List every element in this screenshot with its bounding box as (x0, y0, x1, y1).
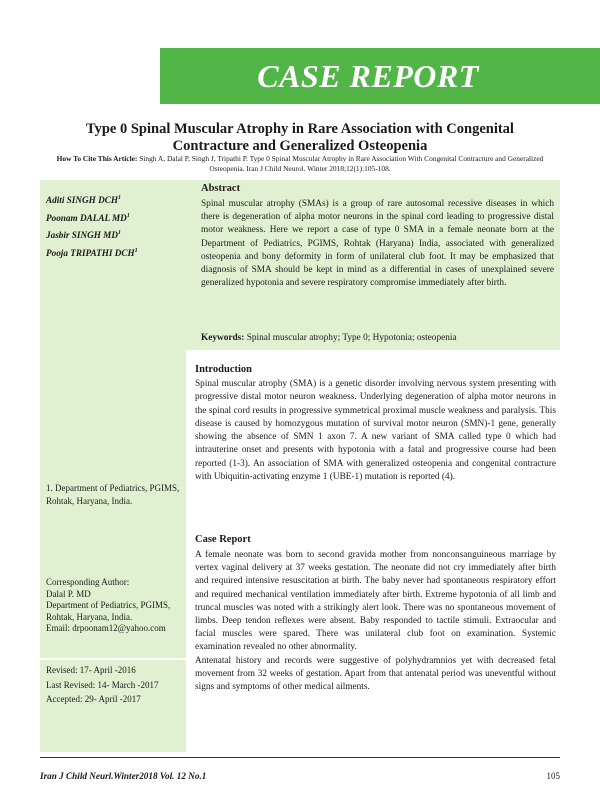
citation (40, 154, 560, 174)
corr-email[interactable]: Email: drpoonam12@yahoo.com (46, 623, 166, 633)
corresponding-author (46, 577, 184, 635)
keywords-label: Keywords: (201, 333, 245, 343)
footer-rule (40, 757, 560, 758)
abstract-heading: Abstract (201, 183, 241, 194)
citation-text: Singh A, Dalal P, Singh J, Tripathi P. Type 0 Spinal Muscular Atrophy in Rare Association With Congenital Contracture and Generalized Osteopenia. Iran J Child Neurol. Winter 2018;12(1):105-108. (137, 154, 544, 173)
author-item: Aditi SINGH DCH$^1$ (46, 195, 121, 206)
affiliation: 1. Department of Pediatrics, PGIMS, Rohtak, Haryana, India. (46, 483, 180, 506)
case-report-para2: Antenatal history and records were suggestive of polyhydramnios yet with decreased fetal movement from 32 weeks of gestation. Apart from that antenatal period was uneventful without signs and symptoms of other medical ailments. (195, 655, 556, 693)
case-report-body (195, 549, 556, 694)
citation-label: How To Cite This Article: (56, 154, 138, 163)
author-item: Pooja TRIPATHI DCH$^1$ (46, 247, 138, 258)
footer-journal: Iran J Child Neurl.Winter2018 Vol. 12 No.1 (40, 771, 207, 781)
article-title-line1: Type 0 Spinal Muscular Atrophy in Rare Association with Congenital (86, 121, 514, 137)
corr-dept: Department of Pediatrics, PGIMS, Rohtak, Haryana, India. (46, 600, 171, 622)
author-item: Jasbir SINGH $MD^1$ (46, 230, 121, 241)
corr-label: Corresponding Author: (46, 577, 130, 587)
banner-title: CASE REPORT (257, 58, 479, 94)
article-title-line2: Contracture and Generalized Osteopenia (172, 138, 428, 154)
sidebar-divider (40, 658, 186, 660)
author-list (46, 191, 184, 261)
page-number: 105 (546, 771, 560, 781)
keywords-text: Spinal muscular atrophy; Type 0; Hypotonia; osteopenia (244, 333, 457, 343)
accepted-date: Accepted: 29- April -2017 (46, 694, 141, 704)
article-title (40, 121, 560, 155)
header-banner (0, 0, 600, 108)
dates (46, 663, 184, 707)
revised-date: Revised: 17- April -2016 (46, 665, 136, 675)
case-report-para1: A female neonate was born to second gravida mother from nonconsanguineous marriage by vertex vaginal delivery at 37 weeks gestation. The neonate did not cry immediately after birth and required intensive resuscitation at birth. The baby never had spontaneous respiratory effort and required mechanical ventilation immediately after birth. Extreme hypotonia of all limb and truncal muscles was noted with a strikingly alert look. There was no spontaneous movement of limbs. Deep tendon reflexes were absent. Baby responded to tactile stimuli. Extraocular and facial muscles were spared. There was unilateral club foot on examination. Systemic examination revealed no other abnormality. (195, 550, 556, 653)
introduction-heading: Introduction (195, 364, 252, 375)
introduction-text: Spinal muscular atrophy (SMA) is a genetic disorder involving nervous system presenting with progressive distal motor neuron weakness. Underlying degeneration of alpha motor neurons in the spinal cord results in progressive symmetrical proximal muscle weakness and paralysis. This disease is caused by homozygous mutation of survival motor neuron (SMN)-1 gene, generally showing the absence of SMN 1 axon 7. A new variant of SMA called type 0 which had intrauterine onset and presents with hypotonia with a fatal and progressive course had been reported (1-3). An association of SMA with generalized osteopenia and congenital contracture with Ubiquitin-activating enzyme 1 (UBE-1) mutation is reported (4). (195, 379, 556, 483)
last-revised-date: Last Revised: 14- March -2017 (46, 679, 159, 690)
keywords (201, 332, 554, 345)
author-item: Poonam DALAL $MD^1$ (46, 212, 130, 223)
corr-name: Dalal P. MD (46, 588, 91, 599)
case-report-heading: Case Report (195, 534, 251, 545)
abstract-text: Spinal muscular atrophy (SMAs) is a group of rare autosomal recessive diseases in which there is degeneration of alpha motor neurons in the spinal cord leading to progressive distal motor weakness. Here we report a case of type 0 SMA in a female neonate born at the Department of Pediatrics, PGIMS, Rohtak (Haryana) India, associated with generalized osteopenia and bony deformity in form of unilateral club foot. It may be emphasized that diagnosis of SMA should be kept in mind as a differential in cases of unexplained severe generalized hypotonia and severe respiratory compromise immediately after birth. (201, 199, 554, 289)
